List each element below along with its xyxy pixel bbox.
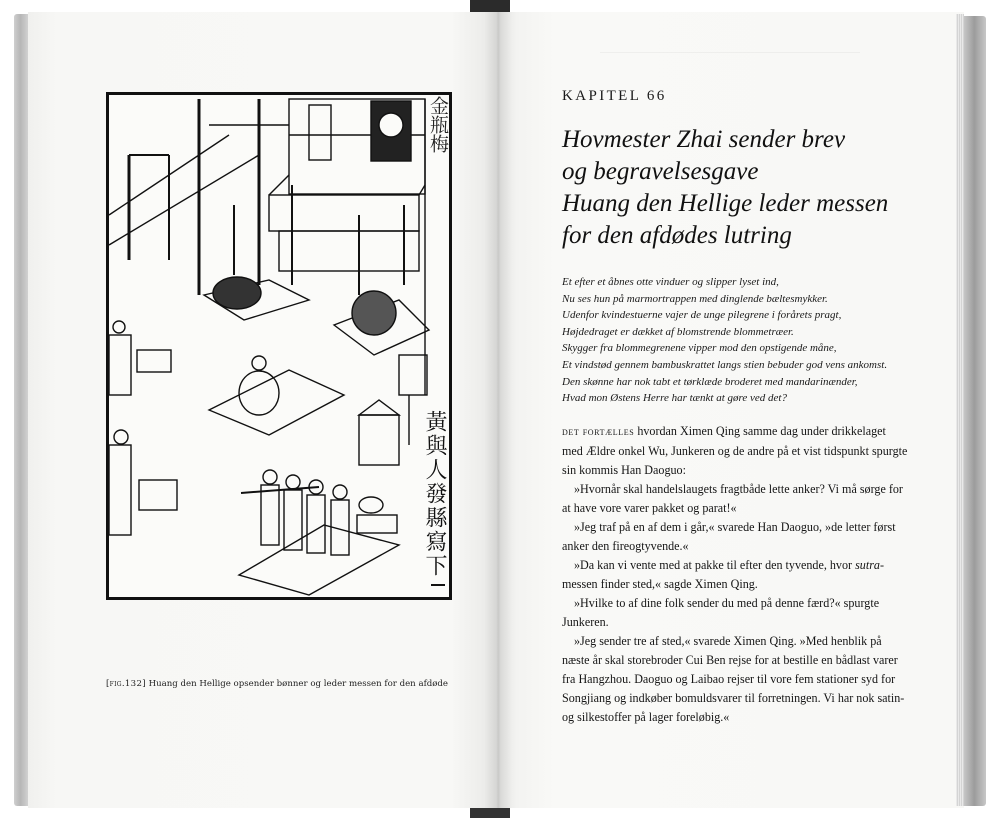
- body-text: [562, 422, 910, 727]
- text-line: anker den fireogtyvende.«: [562, 539, 689, 553]
- poem-line: Højdedraget er dækket af blomstrende blommetræer.: [562, 325, 794, 338]
- chapter-poem: [562, 274, 952, 407]
- chapter-title-line: for den afdødes lutring: [562, 222, 792, 249]
- text-line: sin kommis Han Daoguo:: [562, 463, 686, 477]
- poem-line: Et efter et åbnes otte vinduer og slipper lyset ind,: [562, 276, 779, 288]
- text-line: [562, 556, 910, 575]
- paragraph: [562, 632, 910, 727]
- text-line: og silkestoffer på lager foreløbig.«: [562, 710, 730, 724]
- text-line: »Jeg sender tre af sted,« svarede Ximen Qing. »Med henblik på: [574, 634, 882, 648]
- figure-caption-text: Huang den Hellige opsender bønner og leder messen for den afdøde: [145, 679, 449, 689]
- figure-number: [fig.132]: [106, 679, 146, 689]
- chapter-label: KAPITEL 66: [562, 88, 667, 104]
- text-line: fra Hangzhou. Daoguo og Laibao rejser til vore fem stationer syd for: [562, 672, 896, 686]
- poem-line: Et vindstød gennem bambuskrattet langs stien bebuder god vens ankomst.: [562, 358, 888, 371]
- paragraph: [562, 422, 910, 480]
- woodcut-illustration: [106, 92, 452, 600]
- paragraph: [562, 518, 910, 556]
- spine-gutter: [484, 12, 512, 808]
- text-line: Songjiang og indkøber bomuldsvarer til forretningen. Vi har nok satin-: [562, 691, 905, 705]
- text-line: at have vore varer pakket og parat!«: [562, 501, 737, 515]
- text-line: med Ældre onkel Wu, Junkeren og de andre på et vist tidspunkt spurgte: [562, 444, 908, 458]
- poem-line: Nu ses hun på marmortrappen med dinglende bæltesmykker.: [562, 292, 828, 305]
- text-line: »Hvornår skal handelslaugets fragtbåde lette anker? Vi må sørge for: [574, 482, 903, 496]
- text-line: Junkeren.: [562, 615, 609, 629]
- figure-caption: [106, 679, 486, 689]
- poem-line: Hvad mon Østens Herre har tænkt at gøre ved det?: [562, 392, 787, 405]
- text-line: messen finder sted,« sagde Ximen Qing.: [562, 577, 758, 591]
- text-line: »Hvilke to af dine folk sender du med på denne færd?« spurgte: [574, 596, 880, 610]
- text-run: hvordan Ximen Qing samme dag under drikkelaget: [634, 424, 886, 438]
- text-line: »Jeg traf på en af dem i går,« svarede Han Daoguo, »de letter først: [574, 520, 896, 534]
- paragraph: [562, 594, 910, 632]
- italic-word: sutra-: [855, 558, 884, 572]
- chapter-title-line: Huang den Hellige leder messen: [562, 190, 889, 217]
- chapter-title: [562, 124, 942, 252]
- page-edges: [956, 14, 964, 806]
- illustration-title-inscription: 金瓶梅: [427, 96, 449, 153]
- poem-line: Den skønne har nok tabt et tørklæde broderet med mandarinænder,: [562, 375, 858, 388]
- lead-in-words: det fortælles: [562, 426, 635, 438]
- poem-line: Udenfor kvindestuerne vajer de unge pilegrene i forårets pragt,: [562, 309, 842, 322]
- poem-line: Skygger fra blommegrenene vipper mod den opstigende måne,: [562, 342, 837, 355]
- show-through-header: [600, 52, 860, 53]
- illustration-side-inscription: 黃與人發縣寫下: [422, 410, 447, 578]
- paragraph: [562, 556, 910, 594]
- text-run: »Da kan vi vente med at pakke til efter den tyvende, hvor: [574, 558, 856, 572]
- chapter-title-line: Hovmester Zhai sender brev: [562, 126, 846, 153]
- text-line: næste år skal storebroder Cui Ben rejse for at bestille en bådlast varer: [562, 653, 898, 667]
- text-line: [562, 422, 910, 442]
- woodcut-drawing: [109, 95, 449, 597]
- chapter-title-line: og begravelsesgave: [562, 158, 759, 185]
- paragraph: [562, 480, 910, 518]
